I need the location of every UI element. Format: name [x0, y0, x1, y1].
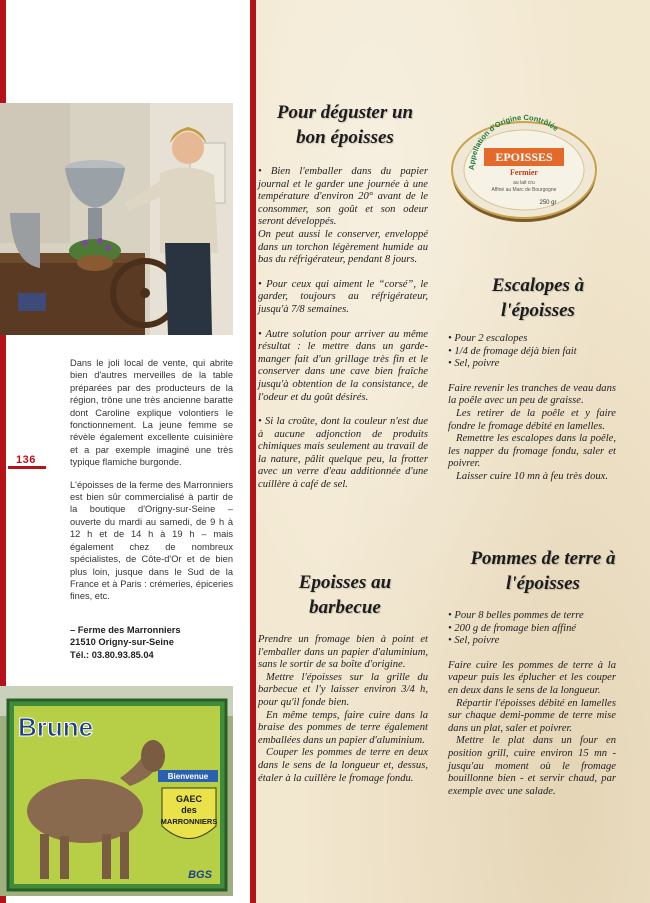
body-barbecue — [258, 634, 428, 785]
cow-sign-illustration — [0, 686, 233, 896]
contact-phone: Tél.: 03.80.93.85.04 — [70, 649, 154, 660]
pommes-p3: Mettre le plat dans un four en position grill, cuire environ 15 mn - jusqu'au moment où le fromage bouillonne bien - et servir chaud, par exemple avec une salade. — [448, 735, 616, 797]
pommes-ingredients — [448, 610, 616, 648]
cheese-arc-label: Appellation d'Origine Contrôlée — [466, 112, 561, 171]
cheese-detail-1: au lait cru — [513, 180, 535, 186]
title-barbecue — [270, 570, 420, 620]
escalopes-ingredients — [448, 333, 616, 371]
sign-des: des — [181, 805, 197, 815]
barbecue-p1: Prendre un fromage bien à point et l'emballer dans un papier d'aluminium, sans le sortir de sa boîte d'origine. — [258, 634, 428, 671]
title-escalopes — [448, 273, 628, 323]
cheese-box-illustration — [448, 108, 600, 228]
title-escalopes-line1: Escalopes à — [491, 275, 585, 296]
cheese-box-image — [448, 108, 600, 228]
sign-gaec: GAEC — [175, 794, 203, 804]
title-deguster-line1: Pour déguster un — [276, 102, 414, 123]
contact-block — [70, 624, 240, 661]
cheese-detail-2: Affiné au Marc de Bourgogne — [491, 187, 557, 193]
escalopes-ingredient-1: • Pour 2 escalopes — [448, 333, 528, 344]
escalopes-p1: Faire revenir les tranches de veau dans la poêle avec un peu de graisse. — [448, 382, 616, 407]
pommes-ingredient-2: • 200 g de fromage bien affiné — [448, 622, 577, 634]
sign-marronniers: MARRONNIERS — [160, 817, 218, 826]
body-pommes — [448, 610, 616, 798]
deguster-p4: • Autre solution pour arriver au même résultat : le mettre dans un garde-manger fait d'un grillage très fin et le conserver dans une cave bien fraîche jusqu'à obtention de la consistance, de l'odeur et du goût désirés. — [258, 328, 428, 403]
barbecue-p2: Mettre l'époisses sur la grille du barbecue et l'y laisser environ 3/4 h, pour qu'il fonde bien. — [258, 671, 428, 708]
barbecue-p4: Couper les pommes de terre en deux dans le sens de la longueur et, dessus, étaler à la cuillère le fromage fondu. — [258, 747, 428, 784]
page-number-underline — [8, 466, 46, 469]
caption-paragraph-1: Dans le joli local de vente, qui abrite bien d'autres merveilles de la table préparées par des producteurs de la région, trône une très ancienne baratte dont Caroline explique volontiers le fonctionnement. La jeune femme se révèle également excellente cuisinière et a par exemple imaginé une très typique flamiche burgonde. — [70, 358, 233, 468]
title-pommes — [448, 546, 638, 596]
sign-logo: BGS — [188, 869, 212, 881]
photo-woman-churn — [0, 103, 233, 335]
escalopes-ingredient-2: • 1/4 de fromage déjà bien fait — [448, 345, 577, 357]
title-pommes-line2: l'époisses — [506, 573, 580, 594]
cheese-type: Fermier — [510, 168, 538, 177]
sign-brand: Brune — [18, 712, 94, 742]
deguster-p5: • Si la croûte, dont la couleur n'est due à aucune adjonction de produits chimiques mais seulement au travail de la nature, pâlit quelque peu, la frotter avec un verre d'eau additionnée d'une cuillère à café de sel. — [258, 416, 428, 491]
churn-illustration — [0, 103, 233, 335]
pommes-ingredient-3: • Sel, poivre — [448, 635, 500, 647]
escalopes-p2: Les retirer de la poêle et y faire fondre le fromage débité en lamelles. — [448, 407, 616, 432]
escalopes-p3: Remettre les escalopes dans la poêle, les napper du fromage fondu, saler et poivrer. — [448, 433, 616, 470]
title-escalopes-line2: l'époisses — [501, 300, 575, 321]
cheese-name: EPOISSES — [495, 150, 553, 164]
pommes-p2: Répartir l'époisses débité en lamelles sur chaque demi-pomme de terre mise dans un plat, saler et poivrer. — [448, 697, 616, 734]
barbecue-p3: En même temps, faire cuire dans la braise des pommes de terre également emballées dans un papier d'aluminium. — [258, 709, 428, 746]
escalopes-ingredient-3: • Sel, poivre — [448, 358, 500, 370]
escalopes-p4: Laisser cuire 10 mn à feu très doux. — [456, 470, 609, 482]
caption-paragraph-2: L'époisses de la ferme des Marronniers est bien sûr commercialisé à partir de la boutique d'Origny-sur-Seine – ouverte du mardi au samedi, de 9 h à 12 h et de 14 h à 19 h – mais également chez de nombreux spécialistes, de Côte-d'Or et de bien plus loin, jusque dans le Sud de la France et à Paris : crémeries, épiceries fines, etc. — [70, 479, 233, 602]
deguster-p3: • Pour ceux qui aiment le “corsé”, le garder, toujours au réfrigérateur, jusqu'à 7/8 semaines. — [258, 278, 428, 315]
body-deguster — [258, 166, 428, 504]
pommes-p1: Faire cuire les pommes de terre à la vapeur puis les éplucher et les couper en deux dans le sens de la longueur. — [448, 659, 616, 696]
photo-cow-sign — [0, 686, 233, 896]
title-pommes-line1: Pommes de terre à — [470, 548, 616, 569]
contact-name: – Ferme des Marronniers — [70, 625, 181, 635]
title-deguster-line2: bon époisses — [296, 127, 394, 148]
sign-welcome: Bienvenue — [167, 772, 209, 781]
pommes-ingredient-1: • Pour 8 belles pommes de terre — [448, 610, 584, 621]
deguster-p1: • Bien l'emballer dans du papier journal et le garder une journée à une température d'environ 20° avant de le consommer, son goût et son odeur seront développés. — [258, 166, 428, 228]
title-deguster — [260, 100, 430, 150]
cheese-weight: 250 gr — [539, 200, 557, 206]
title-barbecue-line2: barbecue — [309, 597, 381, 618]
deguster-p2: On peut aussi le conserver, enveloppé dans un torchon légèrement humide au bas du réfrigérateur, pendant 8 jours. — [258, 228, 428, 266]
contact-address: 21510 Origny-sur-Seine — [70, 637, 174, 648]
page-number: 136 — [16, 454, 36, 466]
photo-caption — [70, 357, 233, 613]
title-barbecue-line1: Epoisses au — [298, 572, 392, 593]
body-escalopes — [448, 333, 616, 484]
